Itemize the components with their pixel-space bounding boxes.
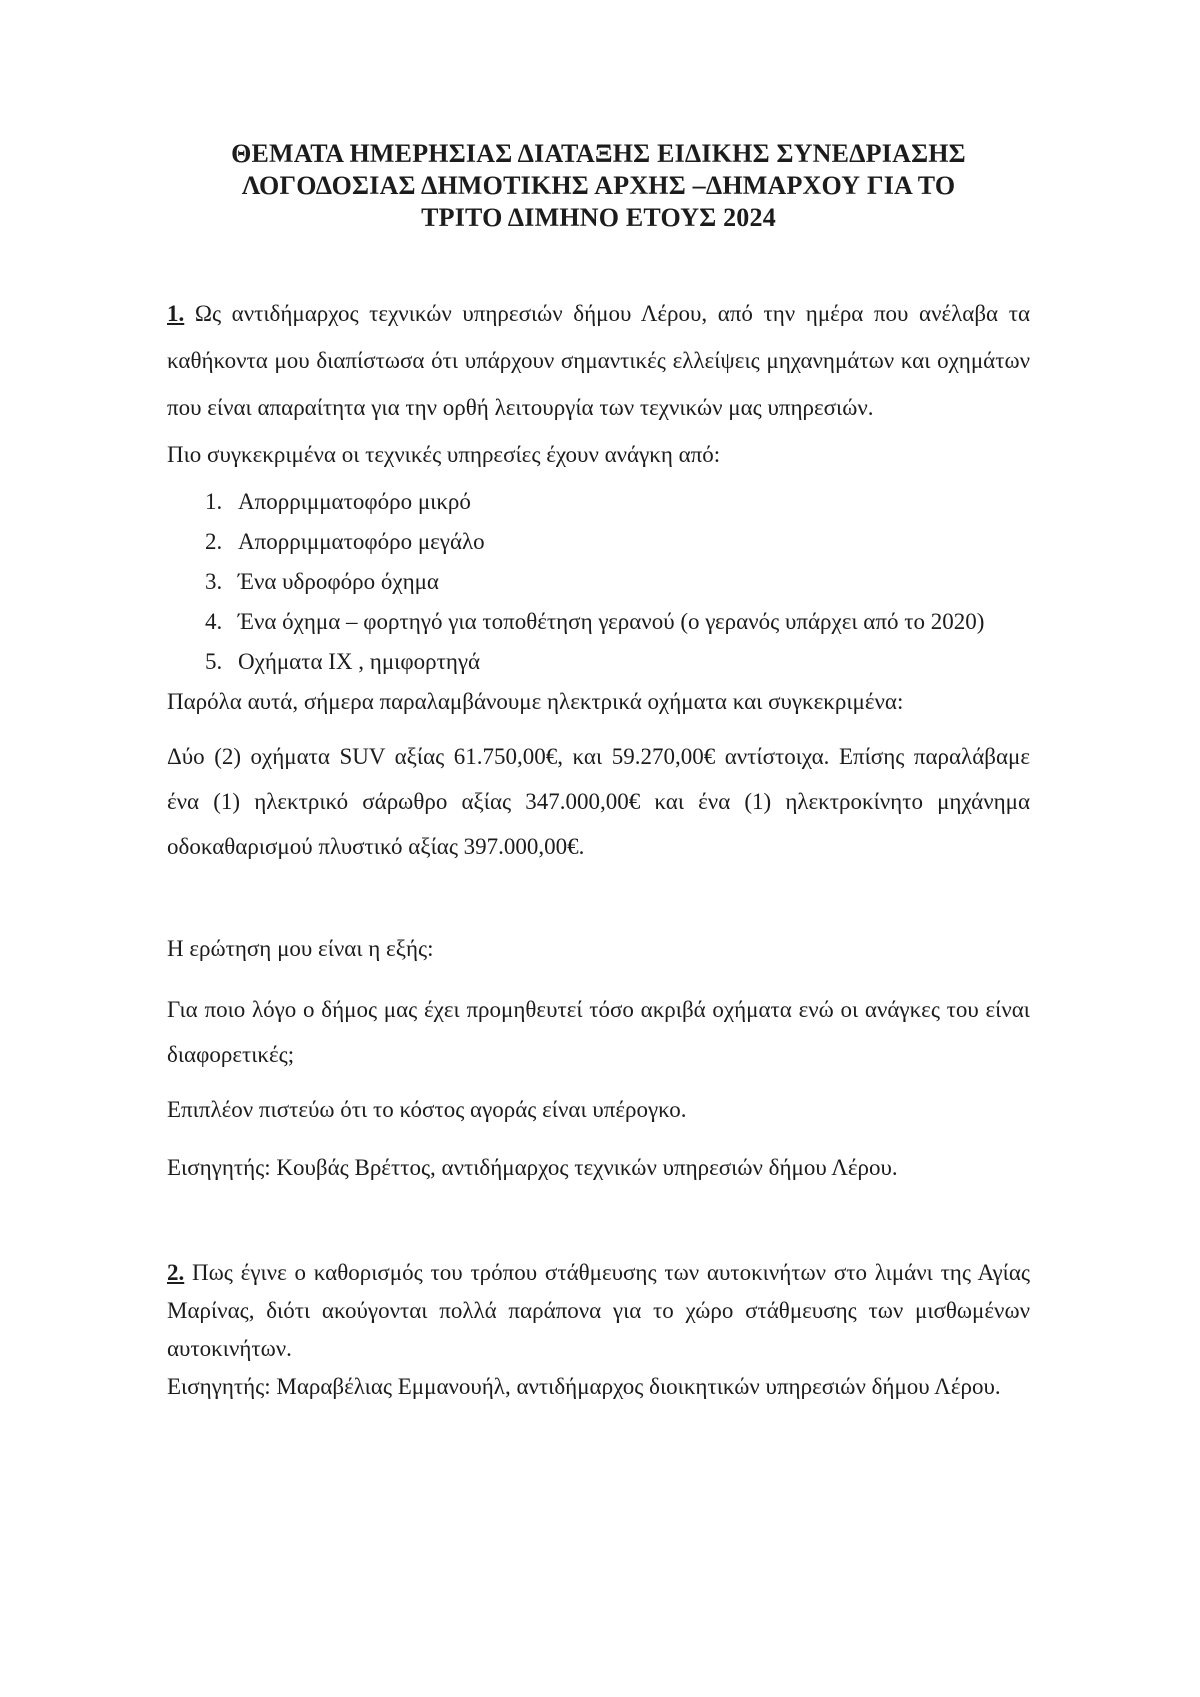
paragraph-section2-text: Πως έγινε ο καθορισμός του τρόπου στάθμευσης των αυτοκινήτων στο λιμάνι της Αγίας Μαρίνας, διότι ακούγονται πολλά παράπονα για το χώρο στάθμευσης των μισθωμένων αυτοκινήτων. [167,1260,1030,1361]
paragraph-question: Για ποιο λόγο ο δήμος μας έχει προμηθευτεί τόσο ακριβά οχήματα ενώ οι ανάγκες του είναι διαφορετικές; [167,997,1030,1067]
title-line-1: ΘΕΜΑΤΑ ΗΜΕΡΗΣΙΑΣ ΔΙΑΤΑΞΗΣ ΕΙΔΙΚΗΣ ΣΥΝΕΔΡΙΑΣΗΣ [231,139,966,168]
section-1 [167,290,1030,1190]
list-item-number: 1. [205,489,223,514]
document-title [167,0,1030,234]
list-item [167,482,1030,522]
paragraph-intro-text: Ως αντιδήμαρχος τεχνικών υπηρεσιών δήμου Λέρου, από την ημέρα που ανέλαβα τα καθήκοντα μου διαπίστωσα ότι υπάρχουν σημαντικές ελλείψεις μηχανημάτων και οχημάτων που είναι απαραίτητα για την ορθή λειτουργία των τεχνικών μας υπηρεσιών. [167,301,1031,420]
list-item-text: Ένα υδροφόρο όχημα [238,569,439,594]
paragraph-question-intro: Η ερώτηση μου είναι η εξής: [167,936,434,961]
rapporteur-1: Εισηγητής: Κουβάς Βρέττος, αντιδήμαρχος τεχνικών υπηρεσιών δήμου Λέρου. [167,1155,898,1180]
list-item-number: 5. [205,649,223,674]
paragraph-opinion: Επιπλέον πιστεύω ότι το κόστος αγοράς είναι υπέρογκο. [167,1097,687,1122]
list-item-text: Οχήματα ΙΧ , ημιφορτηγά [238,649,481,674]
section-number-1: 1. [167,301,185,326]
section-2 [167,1254,1030,1406]
paragraph-lead-in: Πιο συγκεκριμένα οι τεχνικές υπηρεσίες έχουν ανάγκη από: [167,442,721,467]
list-item [167,522,1030,562]
list-item-number: 4. [205,609,223,634]
list-item [167,642,1030,682]
list-item-number: 3. [205,569,223,594]
section-number-2: 2. [167,1260,185,1285]
list-item-text: Απορριμματοφόρο μικρό [238,489,471,514]
list-item-text: Απορριμματοφόρο μεγάλο [238,529,485,554]
title-line-2: ΛΟΓΟΔΟΣΙΑΣ ΔΗΜΟΤΙΚΗΣ ΑΡΧΗΣ –ΔΗΜΑΡΧΟΥ ΓΙΑ ΤΟ [241,171,956,200]
paragraph-costs: Δύο (2) οχήματα SUV αξίας 61.750,00€, και 59.270,00€ αντίστοιχα. Επίσης παραλάβαμε ένα (1) ηλεκτρικό σάρωθρο αξίας 347.000,00€ και ένα (1) ηλεκτροκίνητο μηχάνημα οδοκαθαρισμού πλυστικό αξίας 397.000,00€. [167,744,1030,859]
document-content [167,0,1030,1406]
needs-list [167,482,1030,682]
list-item-number: 2. [205,529,223,554]
list-item [167,602,1030,642]
paragraph-delivery: Παρόλα αυτά, σήμερα παραλαμβάνουμε ηλεκτρικά οχήματα και συγκεκριμένα: [167,689,904,714]
paragraph-section2-body [167,1254,1030,1368]
paragraph-intro [167,290,1030,431]
rapporteur-2: Εισηγητής: Μαραβέλιας Εμμανουήλ, αντιδήμαρχος διοικητικών υπηρεσιών δήμου Λέρου. [167,1374,1001,1399]
list-item [167,562,1030,602]
title-line-3: ΤΡΙΤΟ ΔΙΜΗΝΟ ΕΤΟΥΣ 2024 [421,203,776,232]
list-item-text: Ένα όχημα – φορτηγό για τοποθέτηση γερανού (ο γερανός υπάρχει από το 2020) [238,609,985,634]
